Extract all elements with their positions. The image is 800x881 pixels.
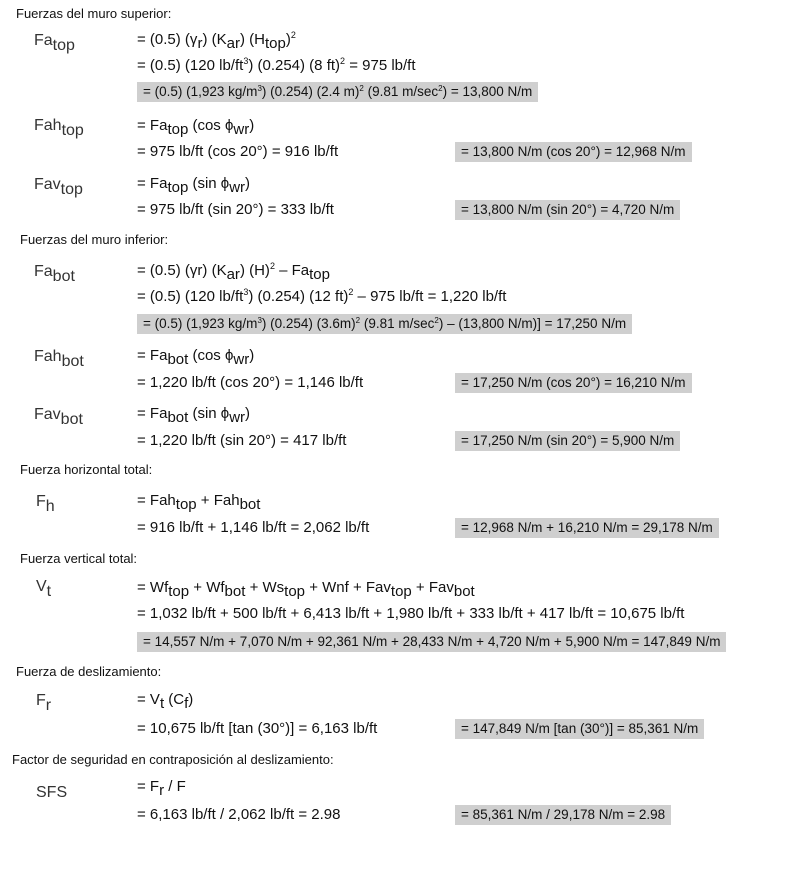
section-heading-safety-factor: Factor de seguridad en contraposición al deslizamiento: [12,752,334,767]
equation-fa-bot-imperial: = (0.5) (120 $lb/ft^3$) (0.254) (12 ft)$^2$ – 975 lb/ft = 1,220 lb/ft [137,287,507,305]
section-heading-upper-wall: Fuerzas del muro superior: [16,6,172,21]
equation-fh-metric: = 12,968 N/m + 16,210 N/m = 29,178 N/m [455,518,719,538]
equation-fr-imperial: = 10,675 lb/ft [tan (30°)] = 6,163 lb/ft [137,720,378,737]
label-fa-top: $Fa_{top}$ [34,32,75,54]
equation-sfs-metric: = 85,361 N/m / 29,178 N/m = 2.98 [455,805,671,825]
section-heading-lower-wall: Fuerzas del muro inferior: [20,232,169,247]
equation-fa-bot-metric: = (0.5) (1,923 $kg/m^3$) (0.254) $(3.6m)^2$ (9.81 $m/\sec^2) - (13,800$ N/m)] = 17,250 N/m [137,314,632,334]
section-heading-sliding-force: Fuerza de deslizamiento: [16,664,162,679]
label-sfs: SFS [36,784,68,801]
equation-fav-bot-imperial: = 1,220 lb/ft (sin 20°) = 417 lb/ft [137,432,347,449]
equation-vt-metric: = 14,557 N/m + 7,070 N/m + 92,361 N/m + 28,433 N/m + 4,720 N/m + 5,900 N/m = 147,849 N/m [137,632,726,652]
label-fav-bot: Fav$_{bot}$ [34,406,83,428]
section-heading-horizontal-force: Fuerza horizontal total: [20,462,153,477]
equation-fah-top-imperial: = 975 lb/ft (cos 20°) = 916 lb/ft [137,143,339,160]
equation-fr-metric: = 147,849 N/m [tan (30°)] = 85,361 N/m [455,719,704,739]
label-fav-top: Fav$_{top}$ [34,176,83,198]
equation-fa-top-metric: = (0.5) (1,923 $kg/m^3$) (0.254) (2.4 m)$^2$ (9.81 $m/\sec^2) = 13,800$ N/m [137,82,538,102]
equation-fah-top-metric: = 13,800 N/m (cos 20°) = 12,968 N/m [455,142,692,162]
equation-fav-top-imperial: = 975 lb/ft (sin 20°) = 333 lb/ft [137,201,334,218]
equation-fav-bot-metric: = 17,250 N/m (sin 20°) = 5,900 N/m [455,431,680,451]
equation-fh-imperial: = 916 lb/ft + 1,146 lb/ft = 2,062 lb/ft [137,519,370,536]
equation-fav-bot-formula: = $Fa_{bot}$ (sin $\phi_{wr}$) [137,405,251,426]
label-fah-top: Fah$_{top}$ [34,117,84,139]
label-vt: $V_t$ [36,578,52,600]
equation-vt-formula: = $Wf_{top} + Wf_{bot} + Ws_{top}$ + Wnf + Fav$_{top}$ + Fav$_{bot}$ [137,579,475,600]
equation-vt-imperial: = 1,032 lb/ft + 500 lb/ft + 6,413 lb/ft + 1,980 lb/ft + 333 lb/ft + 417 lb/ft = 10,675 lb/ft [137,605,685,622]
label-fr: $F_r$ [36,692,52,714]
equation-sfs-imperial: = 6,163 lb/ft / 2,062 lb/ft = 2.98 [137,806,341,823]
equation-fav-top-metric: = 13,800 N/m (sin 20°) = 4,720 N/m [455,200,680,220]
equation-fah-bot-imperial: = 1,220 lb/ft (cos 20°) = 1,146 lb/ft [137,374,364,391]
label-fa-bot: $Fa_{bot}$ [34,263,75,285]
equation-fah-bot-formula: = $Fa_{bot}$ (cos $\phi_{wr}$) [137,347,255,368]
label-fh: $F_h$ [36,493,55,515]
equation-fh-formula: = Fah$_{top}$ + Fah$_{bot}$ [137,492,261,513]
equation-sfs-formula: = $F_r$ / F [137,778,186,799]
equation-fa-bot-formula: = (0.5) (γr) $(K_{ar})$ $(H)^2 - Fa_{top}$ [137,261,330,283]
equation-fah-bot-metric: = 17,250 N/m (cos 20°) = 16,210 N/m [455,373,692,393]
equation-fah-top-formula: = $Fa_{top}$ (cos $\phi_{wr}$) [137,117,255,138]
label-fah-bot: Fah$_{bot}$ [34,348,84,370]
equation-fa-top-formula: = (0.5) $(\gamma_r)$ $(K_{ar})$ $(H_{top})^2$ [137,30,296,52]
equation-fr-formula: = $V_t$ $(C_f)$ [137,691,194,712]
section-heading-vertical-force: Fuerza vertical total: [20,551,138,566]
equation-fav-top-formula: = $Fa_{top}$ (sin $\phi_{wr}$) [137,175,251,196]
equation-fa-top-imperial: = (0.5) (120 $lb/ft^3$) (0.254) (8 ft)$^2$ = 975 lb/ft [137,56,416,74]
